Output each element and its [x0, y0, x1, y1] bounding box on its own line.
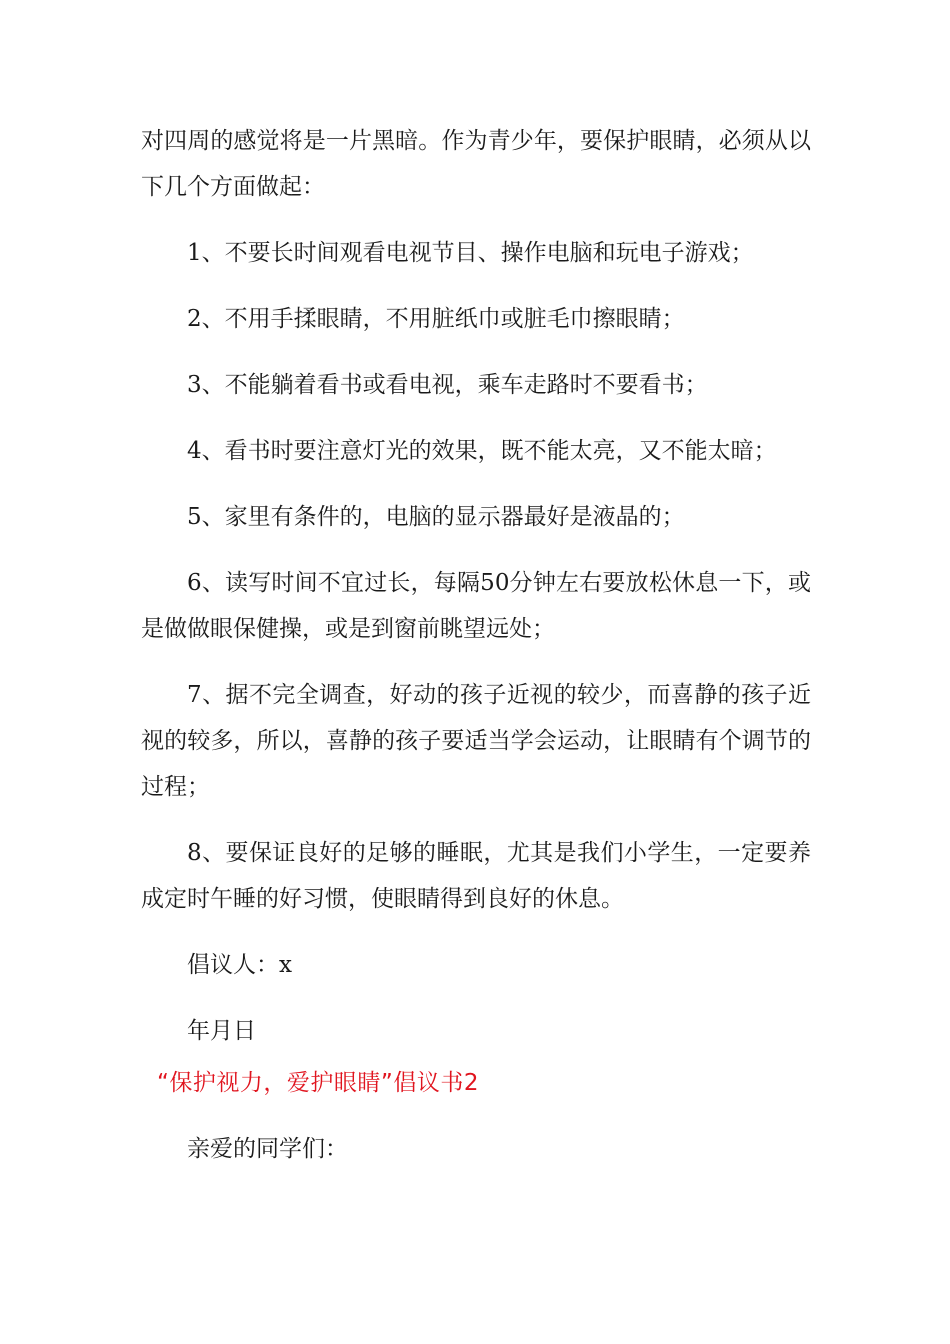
list-item-2: 2、不用手揉眼睛，不用脏纸巾或脏毛巾擦眼睛； [187, 306, 685, 332]
list-item-6: 6、读写时间不宜过长，每隔50分钟左右要放松休息一下，或是做做眼保健操，或是到窗前眺望远处； [141, 570, 811, 642]
list-item-3: 3、不能躺着看书或看电视，乘车走路时不要看书； [187, 372, 708, 398]
greeting-line: 亲爱的同学们： [187, 1136, 348, 1162]
date-line: 年月日 [187, 1018, 256, 1044]
intro-paragraph: 对四周的感觉将是一片黑暗。作为青少年，要保护眼睛，必须从以下几个方面做起： [141, 128, 811, 200]
list-item-7: 7、据不完全调查，好动的孩子近视的较少，而喜静的孩子近视的较多，所以，喜静的孩子要适当学会运动，让眼睛有个调节的过程； [141, 682, 811, 800]
list-item-1: 1、不要长时间观看电视节目、操作电脑和玩电子游戏； [187, 240, 754, 266]
signer-line: 倡议人：x [187, 952, 292, 978]
document-body [141, 118, 811, 1172]
list-item-5: 5、家里有条件的，电脑的显示器最好是液晶的； [187, 504, 685, 530]
section-title: “保护视力，爱护眼睛”倡议书2 [157, 1070, 479, 1096]
list-item-8: 8、要保证良好的足够的睡眠，尤其是我们小学生，一定要养成定时午睡的好习惯，使眼睛得到良好的休息。 [141, 840, 811, 912]
list-item-4: 4、看书时要注意灯光的效果，既不能太亮，又不能太暗； [187, 438, 777, 464]
